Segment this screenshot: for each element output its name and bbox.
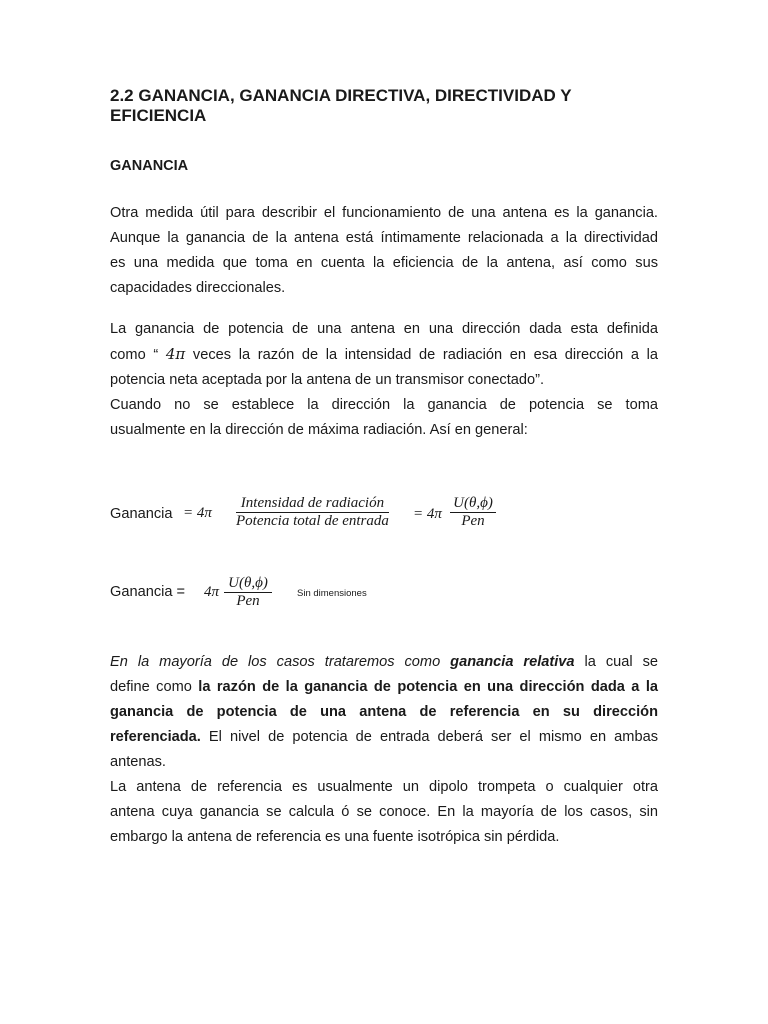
formula1-coefficient-2: = 4π (413, 506, 442, 522)
formula1-denominator-2: Pen (461, 513, 485, 529)
emphasis-term: ganancia relativa (450, 654, 575, 670)
paragraph-line: La antena de referencia es usualmente un dipolo trompeta o cualquier otra (110, 779, 658, 795)
four-pi-symbol: 4π (165, 345, 186, 363)
paragraph-line: Cuando no se establece la dirección la ganancia de potencia se toma (110, 397, 658, 413)
paragraph-line: es una medida que toma en cuenta la eficiencia de la antena, así como sus (110, 255, 658, 271)
paragraph-line (110, 650, 658, 675)
paragraph-line (110, 342, 658, 368)
paragraph-line: La ganancia de potencia de una antena en una dirección dada esta definida (110, 321, 658, 337)
formula1-fraction-2 (450, 495, 496, 530)
bold-segment: la razón de la ganancia de potencia en una dirección dada a la (198, 679, 658, 695)
paragraph-relative-gain (110, 650, 658, 850)
paragraph-line: Aunque la ganancia de la antena está íntimamente relacionada a la directividad (110, 230, 658, 246)
paragraph-line: antena cuya ganancia se calcula ó se conoce. En la mayoría de los casos, sin (110, 804, 658, 820)
formula2-denominator: Pen (236, 593, 260, 609)
formula1-denominator: Potencia total de entrada (236, 513, 389, 529)
section-title: 2.2 GANANCIA, GANANCIA DIRECTIVA, DIRECTIVIDAD Y EFICIENCIA (110, 86, 572, 125)
formula2-coefficient: 4π (204, 584, 220, 600)
paragraph-line: Otra medida útil para describir el funcionamiento de una antena es la ganancia. (110, 205, 658, 221)
paragraph-line: embargo la antena de referencia es una fuente isotrópica sin pérdida. (110, 829, 560, 845)
paragraph-line: capacidades direccionales. (110, 280, 286, 296)
formula2-fraction (224, 575, 272, 610)
paragraph-line: usualmente en la dirección de máxima radiación. Así en general: (110, 422, 528, 438)
formula1-numerator: Intensidad de radiación (240, 495, 385, 511)
text-segment: define como (110, 679, 199, 695)
paragraph-line (110, 675, 658, 700)
formula2-note: Sin dimensiones (297, 588, 367, 599)
formula2-numerator: U(θ,ϕ) (228, 575, 268, 591)
bold-segment: ganancia de potencia de una antena de referencia en su dirección (110, 704, 658, 720)
paragraph-intro (110, 201, 658, 301)
subheading-ganancia: GANANCIA (110, 158, 189, 174)
formula1-numerator-2: U(θ,ϕ) (453, 495, 493, 511)
text-segment: veces la razón de la intensidad de radiación en esa dirección a la (185, 347, 658, 363)
text-segment: En la mayoría de los casos trataremos como (110, 654, 451, 670)
bold-segment: referenciada. (110, 729, 201, 745)
formula1-label: Ganancia (110, 506, 173, 522)
paragraph-line (110, 700, 658, 725)
paragraph-line (110, 725, 658, 750)
formula2-label: Ganancia = (110, 584, 186, 600)
formula1-fraction (236, 495, 389, 530)
paragraph-line: antenas. (110, 754, 166, 770)
paragraph-line: potencia neta aceptada por la antena de un transmisor conectado”. (110, 372, 545, 388)
text-segment: como “ (110, 347, 166, 363)
text-segment: El nivel de potencia de entrada deberá ser el mismo en ambas (200, 729, 658, 745)
text-segment: la cual se (574, 654, 658, 670)
formula1-coefficient: = 4π (183, 505, 212, 521)
paragraph-definition (110, 317, 658, 443)
